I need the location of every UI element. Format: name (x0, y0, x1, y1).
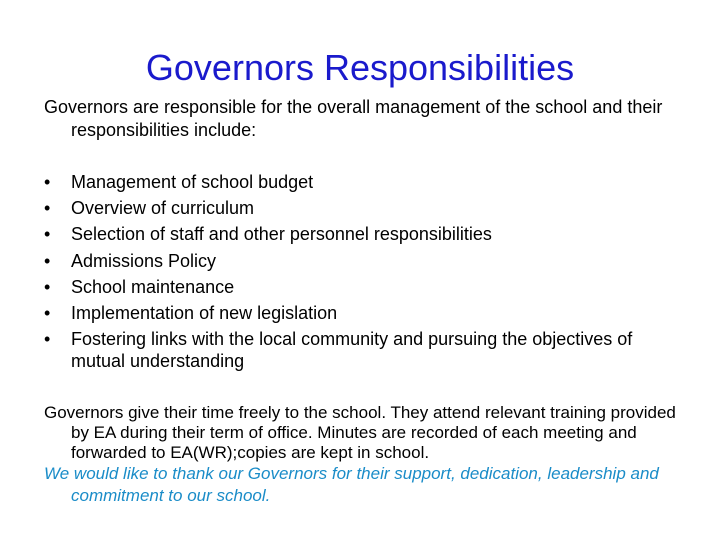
bullet-icon: • (44, 302, 51, 323)
list-item-text: Overview of curriculum (71, 198, 255, 219)
list-item (44, 223, 684, 245)
list-item-text: Implementation of new legislation (71, 302, 338, 323)
list-item-text: Selection of staff and other personnel responsibilities (71, 224, 492, 245)
bullet-icon: • (44, 250, 51, 271)
page-title: Governors Responsibilities (145, 47, 575, 88)
closing-section (44, 403, 684, 507)
list-item (44, 171, 684, 193)
closing-text: Governors give their time freely to the school. They attend relevant training provided by EA during their term of office. Minutes are recorded of each meeting and forwarded to EA(WR);copies are kept in school. (44, 403, 676, 462)
bullet-icon: • (44, 224, 51, 245)
list-item (44, 328, 684, 372)
bullet-icon: • (44, 198, 51, 219)
list-item (44, 197, 684, 219)
list-item (44, 302, 684, 324)
responsibilities-list (44, 171, 684, 376)
intro-text: Governors are responsible for the overall management of the school and their responsibilities include: (44, 97, 663, 140)
bullet-icon: • (44, 276, 51, 297)
bullet-icon: • (44, 172, 51, 192)
bullet-icon: • (44, 329, 51, 350)
list-item-text: School maintenance (71, 276, 235, 297)
list-item-text: Management of school budget (71, 172, 314, 192)
thanks-text: We would like to thank our Governors for their support, dedication, leadership and commitment to our school. (44, 464, 659, 505)
list-item (44, 276, 684, 298)
list-item-text: Fostering links with the local community and pursuing the objectives of mutual understanding (71, 329, 633, 372)
list-item-text: Admissions Policy (71, 250, 217, 271)
list-item (44, 250, 684, 272)
